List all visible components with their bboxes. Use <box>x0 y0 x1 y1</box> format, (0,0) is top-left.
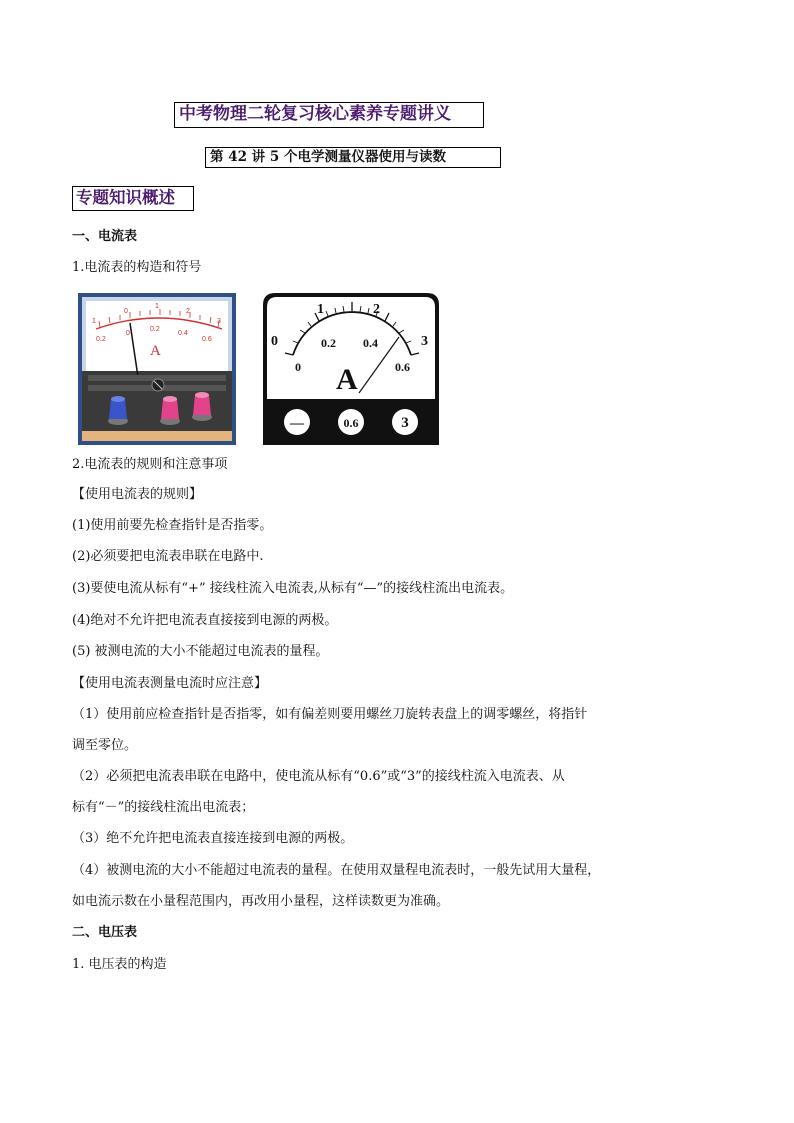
photo-lower-tick: 0 <box>126 330 130 337</box>
paragraph: 1.电流表的构造和符号 <box>72 260 202 275</box>
heading-ammeter: 一、电流表 <box>72 229 138 244</box>
symbol-lower-tick: 0 <box>295 360 301 374</box>
paragraph: 调至零位。 <box>72 738 138 753</box>
symbol-lower-tick: 0.6 <box>395 360 410 374</box>
lecture-title: 第 42 讲 5 个电学测量仪器使用与读数 <box>205 147 501 168</box>
symbol-upper-tick: 1 <box>317 302 324 317</box>
paragraph: 【使用电流表测量电流时应注意】 <box>72 676 268 691</box>
symbol-lower-tick: 0.2 <box>321 336 336 350</box>
ammeter-photo <box>78 293 236 449</box>
photo-lower-tick: 0.4 <box>178 330 188 337</box>
symbol-upper-tick: 3 <box>421 334 428 349</box>
paragraph: 2.电流表的规则和注意事项 <box>72 457 228 472</box>
lecture-series-title: 中考物理二轮复习核心素养专题讲义 <box>174 102 484 128</box>
symbol-unit-label: A <box>336 363 358 396</box>
symbol-lower-tick: 0.4 <box>363 336 378 350</box>
paragraph: (4)绝对不允许把电流表直接接到电源的两极。 <box>72 613 338 628</box>
section-heading: 专题知识概述 <box>72 186 194 211</box>
photo-upper-tick: 1 <box>92 318 96 325</box>
paragraph: 【使用电流表的规则】 <box>72 487 203 502</box>
paragraph: （2）必须把电流表串联在电路中，使电流从标有“0.6”或“3”的接线柱流入电流表、从 <box>72 769 565 784</box>
photo-upper-tick: 0 <box>124 308 128 315</box>
paragraph: （3）绝不允许把电流表直接连接到电源的两极。 <box>72 831 354 846</box>
paragraph: (2)必须要把电流表串联在电路中. <box>72 549 264 564</box>
photo-lower-tick: 0.6 <box>202 336 212 343</box>
terminal-label: — <box>290 416 304 431</box>
paragraph: 如电流示数在小量程范围内，再改用小量程，这样读数更为准确。 <box>72 894 450 909</box>
paragraph: （1）使用前应检查指针是否指零，如有偏差则要用螺丝刀旋转表盘上的调零螺丝，将指针 <box>72 707 588 722</box>
photo-lower-tick: 0.2 <box>96 336 106 343</box>
symbol-upper-tick: 0 <box>271 334 278 349</box>
paragraph: 标有“－”的接线柱流出电流表； <box>72 800 255 815</box>
paragraph: 1. 电压表的构造 <box>72 957 167 972</box>
terminal-label: 0.6 <box>343 416 359 430</box>
photo-upper-tick: 2 <box>186 308 190 315</box>
photo-lower-tick: 0.2 <box>150 326 160 333</box>
photo-unit-label: A <box>150 343 161 359</box>
photo-upper-tick: 1 <box>155 303 159 310</box>
paragraph: （4）被测电流的大小不能超过电流表的量程。在使用双量程电流表时，一般先试用大量程， <box>72 863 601 878</box>
photo-upper-tick: 3 <box>217 318 221 325</box>
paragraph: (5) 被测电流的大小不能超过电流表的量程。 <box>72 644 329 659</box>
symbol-upper-tick: 2 <box>373 302 380 317</box>
heading-voltmeter: 二、电压表 <box>72 925 138 940</box>
paragraph: (3)要使电流从标有“+” 接线柱流入电流表,从标有“—”的接线柱流出电流表。 <box>72 581 514 596</box>
paragraph: (1)使用前要先检查指针是否指零。 <box>72 518 273 533</box>
terminal-label: 3 <box>401 415 409 431</box>
ammeter-symbol <box>263 293 439 449</box>
